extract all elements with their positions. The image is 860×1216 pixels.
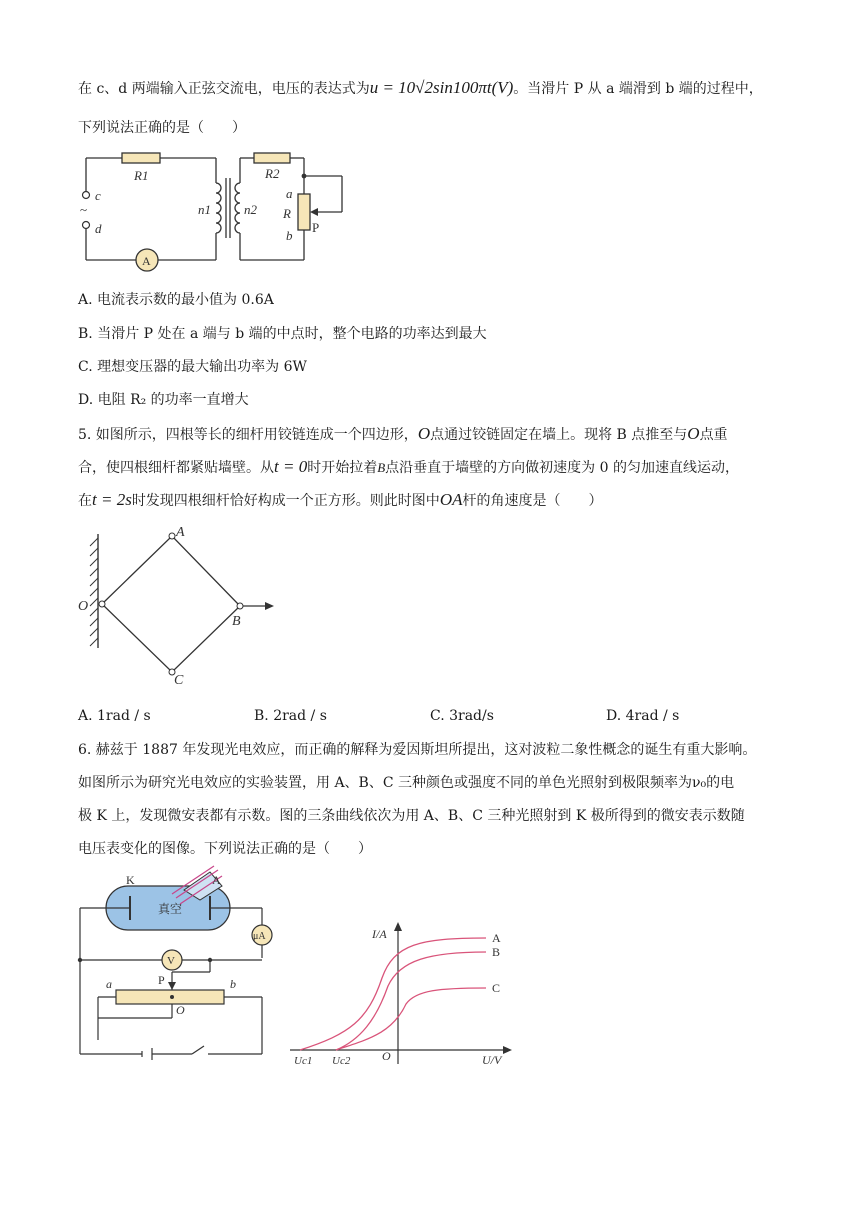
b-label: b xyxy=(286,228,293,243)
q5-point-o2: O xyxy=(687,424,700,443)
q4-option-a: A. 电流表示数的最小值为 0.6A xyxy=(78,292,274,308)
r-label: R xyxy=(283,206,291,221)
q6-apparatus-figure xyxy=(76,868,276,1068)
curve-a-label: A xyxy=(492,931,501,945)
q5-option-b: B. 2rad / s xyxy=(254,708,327,724)
app-label-a-end: a xyxy=(106,977,112,991)
curve-a xyxy=(300,938,486,1050)
q5-rod-oa: OA xyxy=(439,490,463,509)
q5-option-d: D. 4rad / s xyxy=(606,708,680,724)
q4-formula: u = 10√2sin100πt(V) xyxy=(369,78,514,97)
p-label: P xyxy=(312,220,320,235)
q4-intro-line xyxy=(78,78,763,99)
q4-option-d: D. 电阻 R₂ 的功率一直增大 xyxy=(78,392,249,408)
q5-point-b: B xyxy=(377,460,386,475)
r2-label: R2 xyxy=(265,166,280,181)
app-label-voltmeter: V xyxy=(167,955,175,967)
q4-option-b: B. 当滑片 P 处在 a 端与 b 端的中点时，整个电路的功率达到最大 xyxy=(78,326,487,342)
q5-line3-b: 时发现四根细杆恰好构成一个正方形。则此时图中 xyxy=(131,493,440,509)
graph-uc2: Uc2 xyxy=(332,1055,351,1067)
fig5-label-a: A xyxy=(176,525,185,540)
q5-option-c: C. 3rad/s xyxy=(430,708,494,724)
q4-question-line: 下列说法正确的是（ ） xyxy=(78,120,246,136)
q5-line2-b: 时开始拉着 xyxy=(307,460,378,476)
curve-b-label: B xyxy=(492,945,501,959)
app-label-vacuum: 真空 xyxy=(158,902,183,916)
q6-iu-graph xyxy=(290,924,520,1074)
q6-line3: 极 K 上，发现微安表都有示数。图的三条曲线依次为用 A、B、C 三种光照射到 K 极所得到的微安表示数随 xyxy=(78,808,745,824)
fig5-label-o: O xyxy=(78,599,89,614)
fig5-label-b: B xyxy=(232,614,241,629)
q5-line2 xyxy=(78,457,739,478)
q4-transformer-circuit xyxy=(78,148,358,278)
graph-ylabel: I/A xyxy=(372,927,387,941)
q4-intro-part1: 在 c、d 两端输入正弦交流电，电压的表达式为 xyxy=(78,81,370,97)
c-label: c xyxy=(95,188,101,203)
n2-label: n2 xyxy=(244,202,257,217)
q5-line1-a: 5. 如图所示，四根等长的细杆用铰链连成一个四边形， xyxy=(78,427,418,443)
app-label-o: O xyxy=(176,1003,185,1017)
graph-origin: O xyxy=(382,1049,391,1063)
q6-line4: 电压表变化的图像。下列说法正确的是（ ） xyxy=(78,841,372,857)
q5-t0: t = 0 xyxy=(274,457,308,476)
q5-line3-a: 在 xyxy=(78,493,92,509)
app-label-microammeter: μA xyxy=(253,931,266,942)
q5-option-a: A. 1rad / s xyxy=(78,708,151,724)
q5-line2-a: 合，使四根细杆都紧贴墙壁。从 xyxy=(78,460,274,476)
fig5-label-c: C xyxy=(174,673,184,688)
graph-uc1: Uc1 xyxy=(294,1055,313,1067)
q5-line2-c: 点沿垂直于墙壁的方向做初速度为 0 的匀加速直线运动， xyxy=(385,460,739,476)
q5-line1 xyxy=(78,424,728,445)
curve-c-label: C xyxy=(492,981,501,995)
q5-t2: t = 2s xyxy=(92,490,132,509)
q4-option-c: C. 理想变压器的最大输出功率为 6W xyxy=(78,359,307,375)
q5-linkage-figure xyxy=(76,526,286,686)
q5-line1-b: 点通过铰链固定在墙上。现将 B 点推至与 xyxy=(430,427,688,443)
r1-label: R1 xyxy=(134,168,149,183)
q6-line1: 6. 赫兹于 1887 年发现光电效应，而正确的解释为爱因斯坦所提出，这对波粒二象性概念的诞生有重大影响。 xyxy=(78,742,757,758)
curve-c xyxy=(336,988,486,1050)
app-label-b-end: b xyxy=(230,977,236,991)
q5-line3 xyxy=(78,490,602,511)
app-label-k: K xyxy=(126,873,135,887)
q5-line1-c: 点重 xyxy=(699,427,728,443)
graph-xlabel: U/V xyxy=(482,1053,502,1067)
n1-label: n1 xyxy=(198,202,211,217)
curve-b xyxy=(336,952,486,1050)
app-label-a: A xyxy=(212,873,221,887)
tilde-label: ~ xyxy=(80,202,88,217)
d-label: d xyxy=(95,221,102,236)
app-label-p: P xyxy=(158,973,165,987)
q4-intro-part2: 。当滑片 P 从 a 端滑到 b 端的过程中， xyxy=(513,81,763,97)
q6-line2: 如图所示为研究光电效应的实验装置，用 A、B、C 三种颜色或强度不同的单色光照射到极限频率为ν₀的电 xyxy=(78,775,735,791)
ammeter-label: A xyxy=(142,254,151,268)
a-label: a xyxy=(286,186,293,201)
q5-line3-c: 杆的角速度是（ ） xyxy=(462,493,603,509)
q5-point-o: O xyxy=(417,424,431,443)
